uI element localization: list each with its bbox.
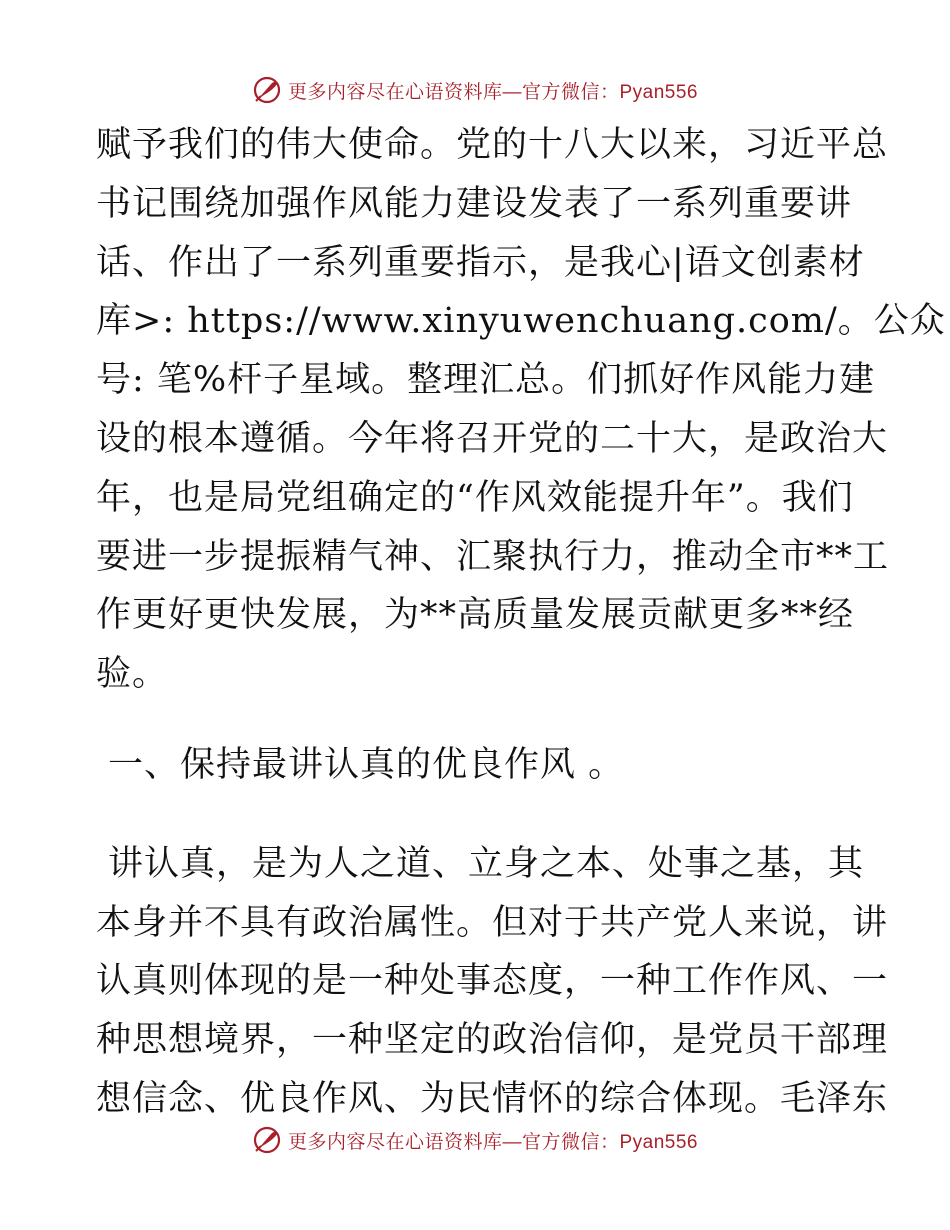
text-line: 书记围绕加强作风能力建设发表了一系列重要讲 [96,183,853,224]
quill-logo-icon [252,1125,282,1155]
section-heading: 一、保持最讲认真的优良作风 。 [108,744,625,785]
paragraph-1 [96,116,946,704]
text-line: 想信念、优良作风、为民情怀的综合体现。毛泽东 [96,1078,889,1119]
header-watermark-text: 更多内容尽在心语资料库—官方微信：Pyan556 [287,81,698,103]
paragraph-2 [96,835,889,1129]
text-line: 赋予我们的伟大使命。党的十八大以来，习近平总 [96,125,889,165]
text-line: 设的根本遵循。今年将召开党的二十大，是政治大 [96,418,889,459]
text-line: 本身并不具有政治属性。但对于共产党人来说，讲 [96,902,889,943]
footer-watermark-text: 更多内容尽在心语资料库—官方微信：Pyan556 [287,1131,698,1153]
text-line: 库>: https://www.xinyuwenchuang.com/。公众 [96,301,946,342]
quill-logo-icon [252,75,282,105]
text-line: 认真则体现的是一种处事态度，一种工作作风、一 [96,961,889,1002]
text-line: 号: 笔%杆子星域。整理汇总。们抓好作风能力建 [96,360,876,401]
text-line: 要进一步提振精气神、汇聚执行力，推动全市**工 [96,536,890,577]
text-line: 讲认真，是为人之道、立身之本、处事之基，其 [108,843,865,884]
footer-watermark [0,1120,950,1160]
text-line: 种思想境界，一种坚定的政治信仰，是党员干部理 [96,1020,889,1061]
text-line: 作更好更快发展，为**高质量发展贡献更多**经 [96,595,855,636]
text-line: 年，也是局党组确定的“作风效能提升年”。我们 [96,477,854,518]
text-line: 话、作出了一系列重要指示，是我心|语文创素材 [96,242,865,283]
document-body [96,116,946,1129]
text-line: 验。 [96,654,169,695]
header-watermark [0,70,950,110]
